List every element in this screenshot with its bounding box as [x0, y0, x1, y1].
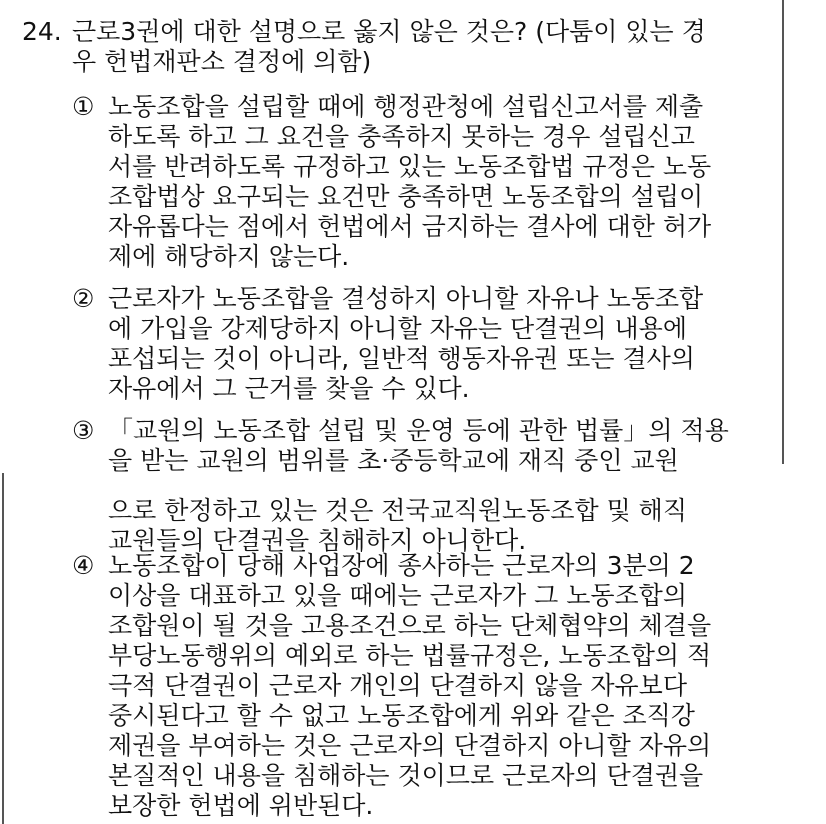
question-text-line: 근로3권에 대한 설명으로 옳지 않은 것은? (다툼이 있는 경 — [72, 17, 706, 46]
option-text-line: 극적 단결권이 근로자 개인의 단결하지 않을 자유보다 — [108, 671, 687, 700]
option-text-line: 교원들의 단결권을 침해하지 아니한다. — [108, 526, 527, 555]
option-text-line: 으로 한정하고 있는 것은 전국교직원노동조합 및 해직 — [108, 496, 687, 525]
option-text-line: 본질적인 내용을 침해하는 것이므로 근로자의 단결권을 — [108, 761, 704, 790]
option-text-line: 조합원이 될 것을 고용조건으로 하는 단체협약의 체결을 — [108, 611, 712, 640]
option-text-line: 근로자가 노동조합을 결성하지 아니할 자유나 노동조합 — [108, 284, 704, 313]
option-text-line: 보장한 헌법에 위반된다. — [108, 791, 374, 820]
option-marker: ③ — [72, 416, 95, 445]
option-text-line: 이상을 대표하고 있을 때에는 근로자가 그 노동조합의 — [108, 581, 687, 610]
question-number: 24. — [22, 17, 62, 46]
option-marker: ② — [72, 284, 95, 313]
option-text-line: 「교원의 노동조합 설립 및 운영 등에 관한 법률」의 적용 — [108, 416, 729, 445]
option-text-line: 조합법상 요구되는 요건만 충족하면 노동조합의 설립이 — [108, 182, 704, 211]
option-marker: ① — [72, 92, 95, 121]
option-text-line: 자유에서 그 근거를 찾을 수 있다. — [108, 374, 470, 403]
column-divider-top — [782, 0, 784, 464]
option-text-line: 하도록 하고 그 요건을 충족하지 못하는 경우 설립신고 — [108, 122, 695, 151]
option-text-line: 중시된다고 할 수 없고 노동조합에게 위와 같은 조직강 — [108, 701, 695, 730]
option-text-line: 노동조합을 설립할 때에 행정관청에 설립신고서를 제출 — [108, 92, 704, 121]
option-text-line: 자유롭다는 점에서 헌법에서 금지하는 결사에 대한 허가 — [108, 212, 712, 241]
option-text-line: 제권을 부여하는 것은 근로자의 단결하지 아니할 자유의 — [108, 731, 712, 760]
option-text-line: 제에 해당하지 않는다. — [108, 242, 350, 271]
option-text-line: 을 받는 교원의 범위를 초·중등학교에 재직 중인 교원 — [108, 446, 679, 475]
option-text-line: 에 가입을 강제당하지 아니할 자유는 단결권의 내용에 — [108, 314, 687, 343]
option-text-line: 부당노동행위의 예외로 하는 법률규정은, 노동조합의 적 — [108, 641, 712, 670]
option-text-line: 노동조합이 당해 사업장에 종사하는 근로자의 3분의 2 — [108, 551, 695, 580]
option-text-line: 서를 반려하도록 규정하고 있는 노동조합법 규정은 노동 — [108, 152, 712, 181]
option-text-line: 포섭되는 것이 아니라, 일반적 행동자유권 또는 결사의 — [108, 344, 695, 373]
column-divider-bottom — [2, 473, 4, 824]
question-text-line: 우 헌법재판소 결정에 의함) — [72, 47, 372, 76]
option-marker: ④ — [72, 551, 95, 580]
